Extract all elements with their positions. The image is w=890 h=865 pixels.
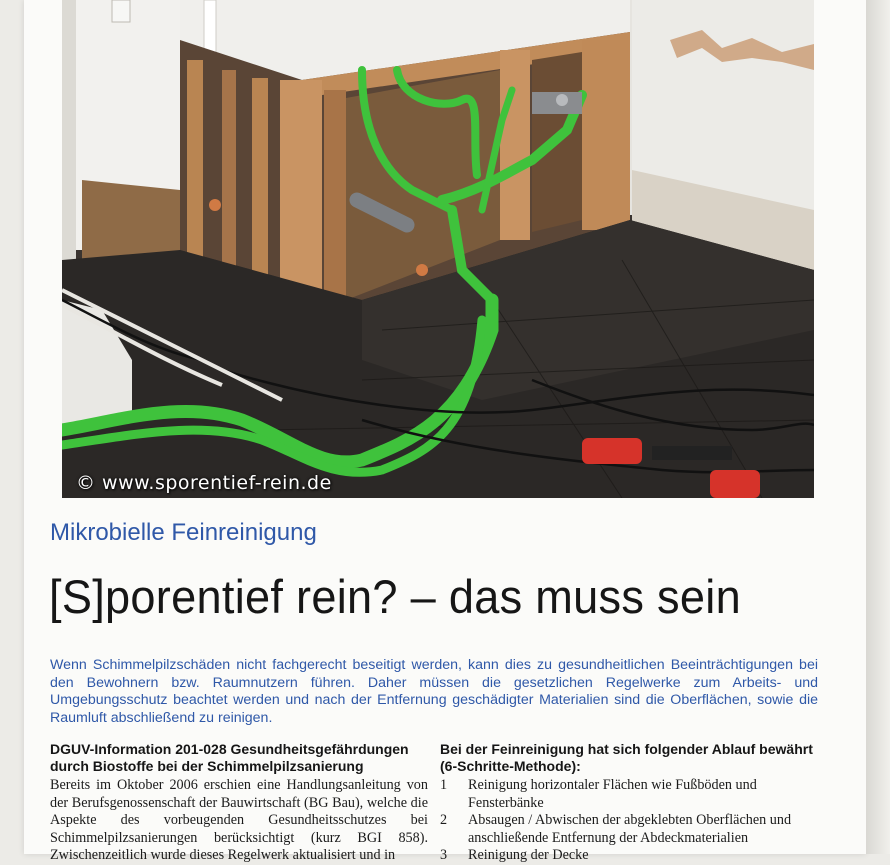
right-column bbox=[440, 741, 818, 865]
list-item bbox=[440, 777, 818, 812]
bleed-through-text bbox=[640, 500, 820, 540]
steps-list bbox=[440, 777, 818, 865]
water-damage-photo-illustration bbox=[62, 0, 814, 498]
article-headline: [S]porentief rein? – das muss sein bbox=[49, 570, 741, 623]
left-column bbox=[50, 741, 428, 865]
right-column-heading: Bei der Feinreinigung hat sich folgender Ablauf bewährt (6-Schritte-Methode): bbox=[440, 741, 813, 774]
section-label: Mikrobielle Feinreinigung bbox=[50, 519, 317, 546]
next-page-edge bbox=[866, 0, 890, 854]
left-column-body: Bereits im Oktober 2006 erschien eine Handlungsanleitung von der Berufsgenossenschaft der Bauwirtschaft (BG Bau), welche die Aspekte des vorbeugenden Gesundheitsschutzes bei Schimmelpilzsanierungen berücksichtigt (kurz BGI 858). Zwischenzeitlich wurde dieses Regelwerk aktualisiert und in bbox=[50, 777, 428, 863]
step-text: Reinigung horizontaler Flächen wie Fußböden und Fensterbänke bbox=[468, 777, 757, 811]
left-column-heading: DGUV-Information 201-028 Gesundheitsgefährdungen durch Biostoffe bei der Schimmelpilzsanierung bbox=[50, 741, 409, 774]
list-item bbox=[440, 812, 818, 847]
step-number: 1 bbox=[440, 777, 448, 793]
list-item bbox=[440, 847, 818, 865]
photo-watermark: © www.sporentief-rein.de bbox=[76, 472, 332, 494]
step-text: Reinigung der Decke bbox=[468, 847, 589, 863]
step-number: 3 bbox=[440, 847, 448, 863]
article-photo bbox=[62, 0, 814, 498]
article-lead: Wenn Schimmelpilzschäden nicht fachgerecht beseitigt werden, kann dies zu gesundheitlichen Beeinträchtigungen bei den Bewohnern bzw. Raumnutzern führen. Daher müssen die gesetzlichen Regelwerke zum Arbeits- und Umgebungsschutz beachtet werden und nach der Entfernung geschädigter Materialien sind die Oberflächen, sowie die Raumluft abschließend zu reinigen. bbox=[50, 657, 818, 726]
step-text: Absaugen / Abwischen der abgeklebten Oberflächen und anschließende Entfernung der Abdeckmaterialien bbox=[468, 812, 792, 846]
step-number: 2 bbox=[440, 812, 448, 828]
